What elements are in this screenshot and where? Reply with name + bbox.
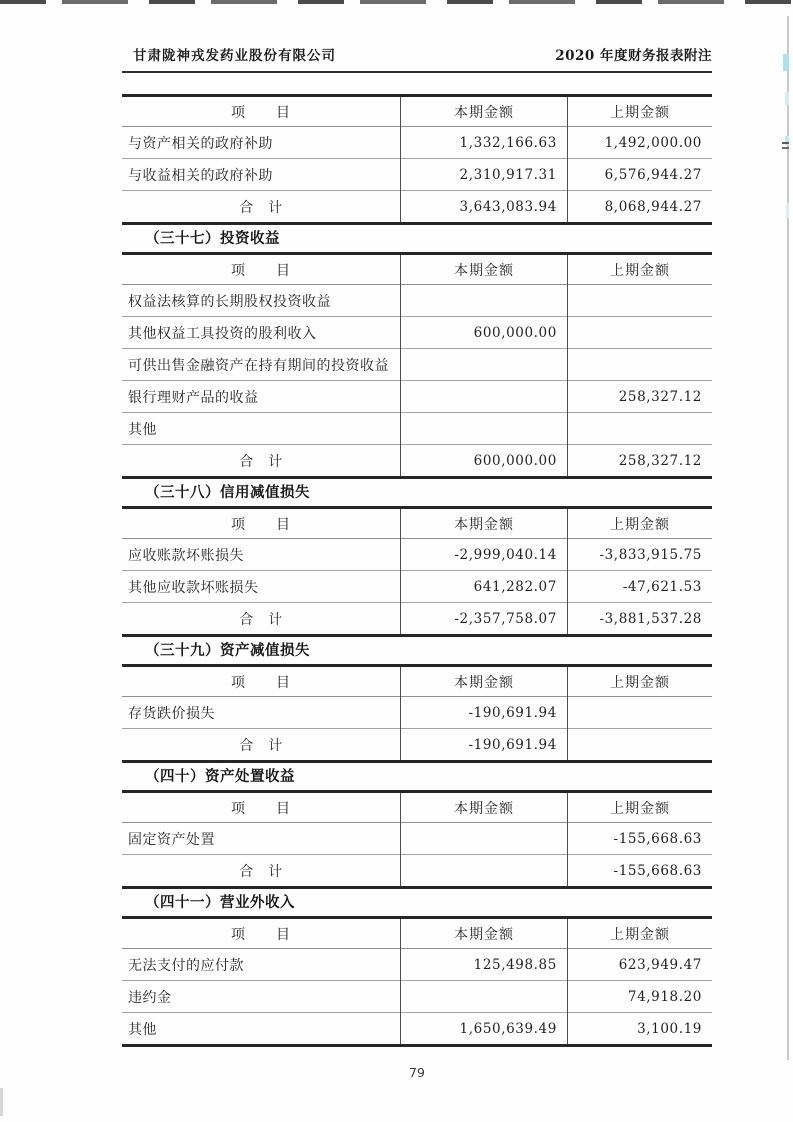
prior-amount-cell: -3,833,915.75 bbox=[567, 539, 712, 571]
table-header-row bbox=[122, 792, 712, 823]
current-amount-cell: -190,691.94 bbox=[400, 729, 567, 762]
section-title: （四十）资产处置收益 bbox=[145, 768, 295, 785]
prior-amount-cell bbox=[567, 697, 712, 729]
row-label: 可供出售金融资产在持有期间的投资收益 bbox=[122, 349, 400, 381]
current-amount-cell bbox=[400, 349, 567, 381]
prior-amount-cell bbox=[567, 413, 712, 445]
row-label: 权益法核算的长期股权投资收益 bbox=[122, 285, 400, 317]
table-header-row bbox=[122, 666, 712, 697]
column-header-prior: 上期金额 bbox=[567, 96, 712, 127]
table-row bbox=[122, 823, 712, 855]
column-header-prior: 上期金额 bbox=[567, 792, 712, 823]
total-row-label: 合 计 bbox=[122, 603, 400, 636]
scan-artifact-cyan-mark bbox=[785, 92, 789, 105]
table-row bbox=[122, 949, 712, 981]
total-row-label: 合 计 bbox=[122, 191, 400, 224]
table-row bbox=[122, 349, 712, 381]
row-label: 其他 bbox=[122, 1013, 400, 1046]
column-header-current: 本期金额 bbox=[400, 792, 567, 823]
prior-amount-cell bbox=[567, 317, 712, 349]
column-header-current: 本期金额 bbox=[400, 918, 567, 949]
current-amount-cell: 2,310,917.31 bbox=[400, 159, 567, 191]
total-row bbox=[122, 445, 712, 478]
current-amount-cell: 641,282.07 bbox=[400, 571, 567, 603]
section-title: （三十八）信用减值损失 bbox=[145, 484, 310, 501]
scan-artifact-bottom-left bbox=[0, 1088, 3, 1116]
prior-amount-cell: -155,668.63 bbox=[567, 823, 712, 855]
financial-table bbox=[122, 252, 712, 479]
column-header-item: 项 目 bbox=[230, 262, 291, 279]
current-amount-cell: 1,332,166.63 bbox=[400, 127, 567, 159]
current-amount-cell: 3,643,083.94 bbox=[400, 191, 567, 224]
column-header-prior: 上期金额 bbox=[567, 918, 712, 949]
table-header-row bbox=[122, 96, 712, 127]
prior-amount-cell: 8,068,944.27 bbox=[567, 191, 712, 224]
scan-artifact-top-edge bbox=[0, 0, 793, 4]
column-header-prior: 上期金额 bbox=[567, 508, 712, 539]
table-header-row bbox=[122, 508, 712, 539]
column-header-item: 项 目 bbox=[230, 674, 291, 691]
table-header-row bbox=[122, 254, 712, 285]
row-label: 与收益相关的政府补助 bbox=[122, 159, 400, 191]
prior-amount-cell: 6,576,944.27 bbox=[567, 159, 712, 191]
row-label: 应收账款坏账损失 bbox=[122, 539, 400, 571]
row-label: 其他权益工具投资的股利收入 bbox=[122, 317, 400, 349]
current-amount-cell bbox=[400, 413, 567, 445]
prior-amount-cell: 258,327.12 bbox=[567, 445, 712, 478]
page-header bbox=[122, 44, 712, 73]
current-amount-cell: -190,691.94 bbox=[400, 697, 567, 729]
column-header-current: 本期金额 bbox=[400, 96, 567, 127]
column-header-item: 项 目 bbox=[230, 800, 291, 817]
prior-amount-cell bbox=[567, 285, 712, 317]
table-row bbox=[122, 285, 712, 317]
financial-table bbox=[122, 790, 712, 889]
total-row bbox=[122, 603, 712, 636]
scan-artifact-right-edge bbox=[787, 16, 789, 1060]
column-header-prior: 上期金额 bbox=[567, 666, 712, 697]
prior-amount-cell bbox=[567, 349, 712, 381]
current-amount-cell bbox=[400, 285, 567, 317]
row-label: 存货跌价损失 bbox=[122, 697, 400, 729]
row-label: 与资产相关的政府补助 bbox=[122, 127, 400, 159]
total-row bbox=[122, 729, 712, 762]
current-amount-cell: -2,357,758.07 bbox=[400, 603, 567, 636]
prior-amount-cell: -47,621.53 bbox=[567, 571, 712, 603]
section-title: （三十九）资产减值损失 bbox=[145, 642, 310, 659]
financial-table bbox=[122, 664, 712, 763]
financial-table bbox=[122, 916, 712, 1047]
prior-amount-cell: 623,949.47 bbox=[567, 949, 712, 981]
current-amount-cell bbox=[400, 823, 567, 855]
current-amount-cell: 1,650,639.49 bbox=[400, 1013, 567, 1046]
prior-amount-cell: 258,327.12 bbox=[567, 381, 712, 413]
total-row-label: 合 计 bbox=[122, 855, 400, 888]
table-row bbox=[122, 381, 712, 413]
current-amount-cell bbox=[400, 981, 567, 1013]
table-row bbox=[122, 981, 712, 1013]
row-label: 固定资产处置 bbox=[122, 823, 400, 855]
column-header-current: 本期金额 bbox=[400, 508, 567, 539]
column-header-prior: 上期金额 bbox=[567, 254, 712, 285]
total-row bbox=[122, 855, 712, 888]
current-amount-cell: 125,498.85 bbox=[400, 949, 567, 981]
row-label: 其他 bbox=[122, 413, 400, 445]
scan-artifact-dark-tick bbox=[782, 147, 789, 149]
column-header-item: 项 目 bbox=[230, 516, 291, 533]
table-row bbox=[122, 159, 712, 191]
table-header-row bbox=[122, 918, 712, 949]
current-amount-cell bbox=[400, 855, 567, 888]
current-amount-cell bbox=[400, 381, 567, 413]
table-row bbox=[122, 127, 712, 159]
total-row-label: 合 计 bbox=[122, 729, 400, 762]
column-header-item: 项 目 bbox=[230, 926, 291, 943]
current-amount-cell: 600,000.00 bbox=[400, 445, 567, 478]
sections-container bbox=[122, 94, 712, 1047]
prior-amount-cell: 1,492,000.00 bbox=[567, 127, 712, 159]
current-amount-cell: -2,999,040.14 bbox=[400, 539, 567, 571]
financial-table bbox=[122, 94, 712, 225]
table-row bbox=[122, 571, 712, 603]
table-row bbox=[122, 1013, 712, 1046]
doc-title: 2020 年度财务报表附注 bbox=[555, 48, 712, 64]
page-number: 79 bbox=[409, 1065, 425, 1080]
document-page bbox=[122, 44, 712, 1080]
prior-amount-cell: 74,918.20 bbox=[567, 981, 712, 1013]
column-header-current: 本期金额 bbox=[400, 666, 567, 697]
section-title: （四十一）营业外收入 bbox=[145, 894, 295, 911]
financial-table bbox=[122, 506, 712, 637]
prior-amount-cell bbox=[567, 729, 712, 762]
table-row bbox=[122, 413, 712, 445]
scan-artifact-cyan-mark bbox=[783, 54, 789, 71]
table-row bbox=[122, 697, 712, 729]
row-label: 无法支付的应付款 bbox=[122, 949, 400, 981]
table-row bbox=[122, 539, 712, 571]
total-row-label: 合 计 bbox=[122, 445, 400, 478]
current-amount-cell: 600,000.00 bbox=[400, 317, 567, 349]
prior-amount-cell: 3,100.19 bbox=[567, 1013, 712, 1046]
scan-artifact-cyan-mark bbox=[786, 203, 789, 218]
row-label: 违约金 bbox=[122, 981, 400, 1013]
prior-amount-cell: -3,881,537.28 bbox=[567, 603, 712, 636]
company-name: 甘肃陇神戎发药业股份有限公司 bbox=[133, 48, 336, 64]
prior-amount-cell: -155,668.63 bbox=[567, 855, 712, 888]
column-header-item: 项 目 bbox=[230, 104, 291, 121]
row-label: 银行理财产品的收益 bbox=[122, 381, 400, 413]
table-row bbox=[122, 317, 712, 349]
total-row bbox=[122, 191, 712, 224]
scan-artifact-dark-tick bbox=[782, 142, 789, 144]
column-header-current: 本期金额 bbox=[400, 254, 567, 285]
section-title: （三十七）投资收益 bbox=[145, 230, 280, 247]
row-label: 其他应收款坏账损失 bbox=[122, 571, 400, 603]
